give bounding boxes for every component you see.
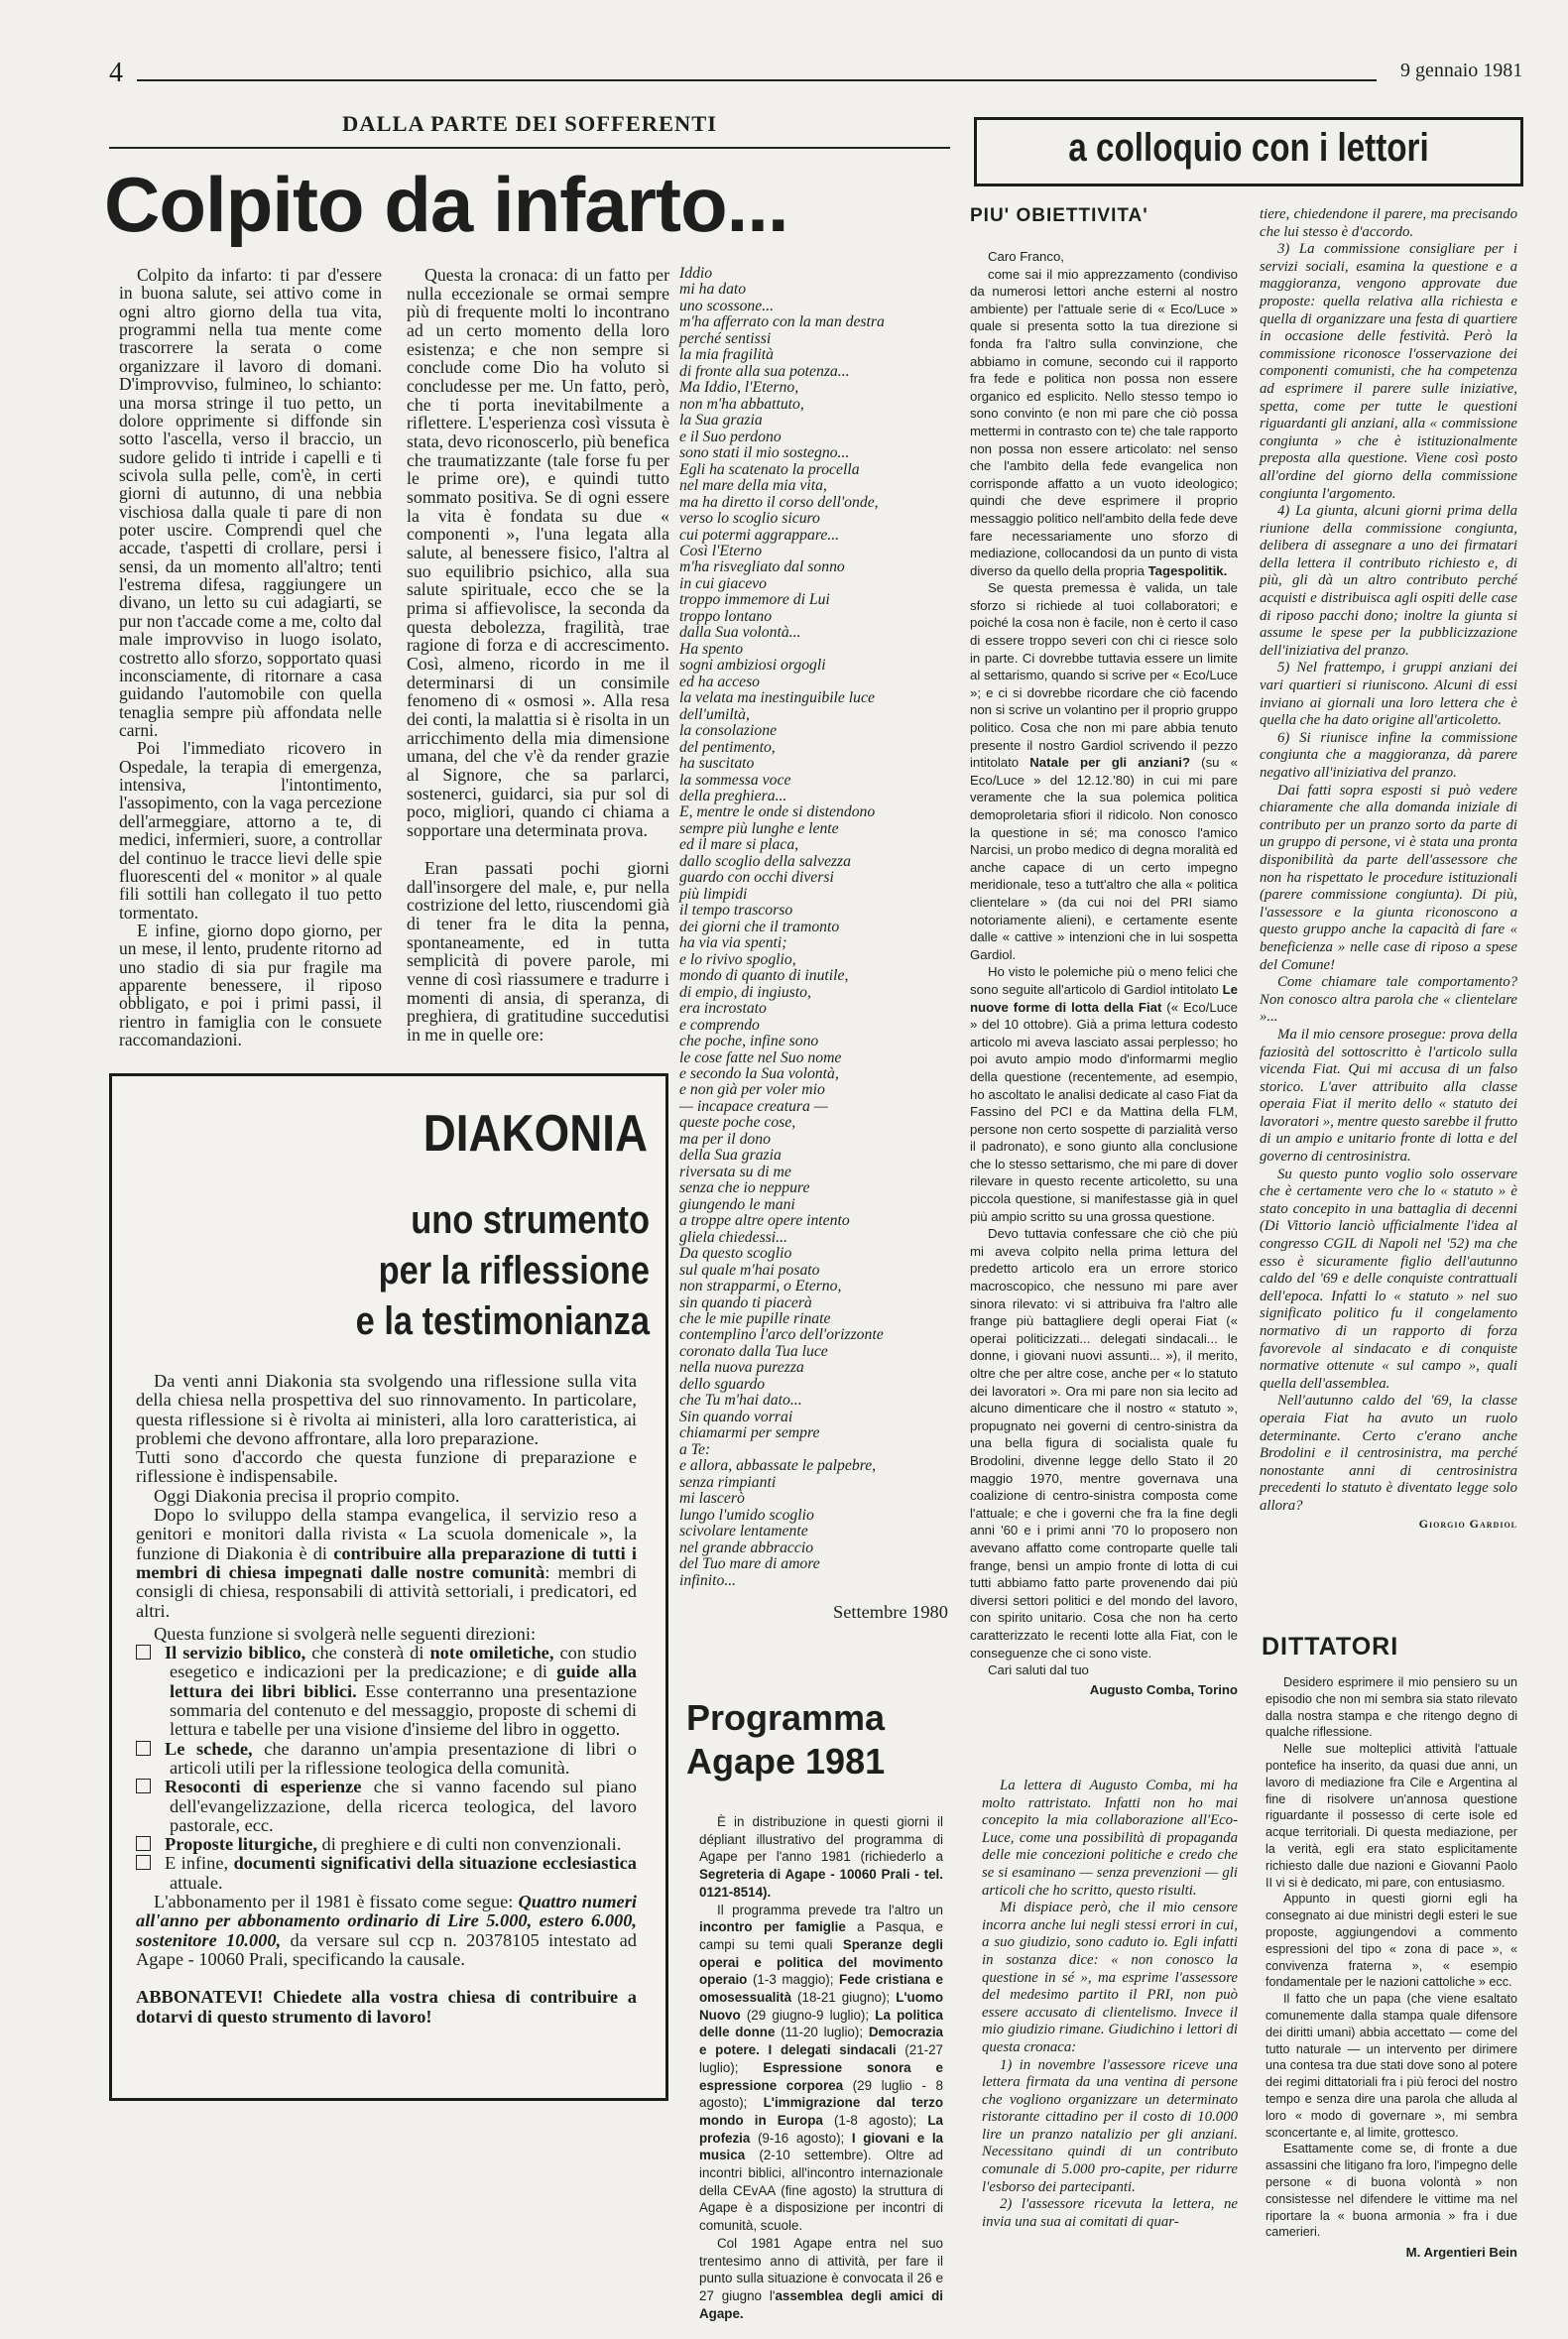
poem-line: più limpidi (679, 885, 748, 903)
letter-headline: PIU' OBIETTIVITA' (970, 205, 1148, 226)
poem-line: sin quando ti piacerà (679, 1293, 812, 1311)
poem-line: senza rimpianti (679, 1473, 777, 1491)
diakonia-paragraph: Tutti sono d'accordo che questa funzione di preparazione e riflessione è indispensabile. (136, 1447, 637, 1487)
poem-line: infinito... (679, 1571, 737, 1589)
diakonia-advert (109, 1073, 668, 2101)
diakonia-list-item: Il servizio biblico, che consterà di note omiletiche, con studio esegetico e indicazioni per la predicazione; e di guide alla lettura dei libri biblici. Esse conterranno una presentazione sommaria del contenuto e del messaggio, proposte di schemi di lettura e tabelle per una visione d'insieme del libro in oggetto. (136, 1644, 637, 1739)
poem-line: sogni ambiziosi orgogli (679, 657, 826, 675)
poem-line: in cui giacevo (679, 574, 767, 592)
subscription-info: L'abbonamento per il 1981 è fissato come segue: Quattro numeri all'anno per abbonamento ordinario di Lire 5.000, estero 6.000, sostenitore 10.000, da versare sul ccp n. 20378105 intestato ad Agape - 10060 Prali, specificando la causale. (136, 1892, 637, 1969)
poem-line: Così l'Eterno (679, 542, 763, 559)
diakonia-subtitle-line: per la riflessione (378, 1249, 650, 1293)
reply-signature: Giorgio Gardiol (1418, 1516, 1517, 1531)
poem-line: del Tuo mare di amore (679, 1555, 820, 1573)
poem-line: riversata su di me (679, 1163, 791, 1180)
poem-line: la velata ma inestinguibile luce (679, 689, 875, 707)
poem-line: dell'umiltà, (679, 705, 750, 723)
poem-line: non strapparmi, o Eterno, (679, 1278, 842, 1295)
poem-line: e allora, abbassate le palpebre, (679, 1457, 877, 1475)
article-paragraph: Poi l'immediato ricovero in Ospedale, la terapia di emergenza, intensiva, l'intontimento, l'assopimento, con la vaga percezione dell'armeggiare, attorno a te, di medici, infermieri, suore, a controllar del continuo le tracce lievi delle spie fluorescenti del « monitor » al quale fili sottili han collegato il tuo petto tormentato. (119, 738, 382, 923)
poem-line: ha via via spenti; (679, 934, 787, 952)
poem-line: ed ha acceso (679, 673, 761, 690)
diakonia-list-item: Resoconti di esperienze che si vanno facendo sul piano dell'evangelizzazione, della ricerca teologica, del lavoro pastorale, ecc. (136, 1778, 637, 1835)
checkbox-icon (136, 1645, 151, 1660)
poem-line: a troppe altre opere intento (679, 1212, 850, 1230)
poem-line: nel mare della mia vita, (679, 477, 827, 495)
dittatori-headline: DITTATORI (1262, 1633, 1399, 1661)
poem-line: il tempo trascorso (679, 902, 793, 920)
poem-line: di fronte alla sua potenza... (679, 362, 850, 380)
subscribe-call: ABBONATEVI! Chiedete alla vostra chiesa di contribuire a dotarvi di questo strumento di lavoro! (136, 1987, 637, 2027)
poem-line: queste poche cose, (679, 1114, 796, 1132)
poem-line: era incrostato (679, 1000, 767, 1018)
poem-line: — incapace creatura — (679, 1097, 828, 1115)
article-paragraph: E infine, giorno dopo giorno, per un mese, il lento, prudente ritorno ad uno stadio di sia pur fragile ma apparente benessere, il riposo obbligato, e poi i primi passi, il rientro in famiglia con le consuete raccomandazioni. (119, 920, 382, 1050)
poem-line: giungendo le mani (679, 1195, 795, 1213)
poem-line: e il Suo perdono (679, 428, 782, 445)
poem-line: Da questo scoglio (679, 1245, 792, 1263)
poem-line: cui potermi aggrappare... (679, 526, 840, 544)
agape-paragraph: È in distribuzione in questi giorni il dépliant illustrativo del programma di Agape per l'anno 1981 (richiederlo a Segreteria di Agape - 10060 Prali - tel. 0121-8514). (699, 1814, 943, 1900)
poem-line: la consolazione (679, 722, 778, 740)
poem-line: m'ha afferrato con la man destra (679, 313, 885, 331)
poem-line: dallo scoglio della salvezza (679, 852, 851, 870)
poem-line: Ha spento (679, 640, 744, 658)
poem-line: e secondo la Sua volontà, (679, 1064, 839, 1082)
poem-line: senza che io neppure (679, 1179, 810, 1197)
agape-paragraph: Il programma prevede tra l'altro un incontro per famiglie a Pasqua, e campi su temi quali Speranze degli operai e politica del movimento operaio (1-3 maggio); Fede cristiana e omosessualità (18-21 giugno); L'uomo Nuovo (29 giugno-9 luglio); La politica delle donne (11-20 luglio); Democrazia e potere. I delegati sindacali (21-27 luglio); Espressione sonora e espressione corporea (29 luglio - 8 agosto); L'immigrazione dal terzo mondo in Europa (1-8 agosto); La profezia (9-16 agosto); I giovani e la musica (2-10 settembre). Oltre ad incontri biblici, all'incontro internazionale della CEvAA (fine agosto) la struttura di Agape è a disposizione per incontri di comunità, scuole. (699, 1902, 944, 2234)
section-tag: DALLA PARTE DEI SOFFERENTI (342, 111, 717, 136)
agape-paragraph: Col 1981 Agape entra nel suo trentesimo anno di attività, per fare il punto sulla situazione è convocata il 26 e 27 giugno l'assemblea degli amici di Agape. (699, 2235, 944, 2321)
poem-line: e comprendo (679, 1016, 760, 1034)
poem-line: della preghiera... (679, 788, 787, 804)
article-paragraph: Colpito da infarto: ti par d'essere in buona salute, sei attivo come in ogni altro giorno della tua vita, programmi nella tua mente come trascorrere la serata o come organizzare il lavoro di domani. D'improvviso, fulmineo, lo schianto: una morsa stringe il tuo petto, un dolore opprimente si diffonde sin sotto l'ascella, verso il braccio, un sudore gelido ti intride i capelli e ti scivola sulla pelle, com'è, in certi giorni di autunno, di una nebbia vischiosa dalla quale ti pare di non poter uscire. Comprendi quel che accade, t'aspetti di crollare, persi i sensi, da un momento all'altro; tenti l'estrema difesa, raggiungere un divano, un letto su cui adagiarti, se pur non t'accade come a me, colto dal male improvviso in luogo isolato, costretto allo sforzo, sopportato quasi inconsciamente, di ritornare a casa guidando l'automobile con quella tenaglia sempre più affondata nelle carni. (119, 265, 382, 740)
poem-line: contemplino l'arco dell'orizzonte (679, 1326, 884, 1344)
reply-gardiol-continued: tiere, chiedendone il parere, ma precisando che lui stesso è d'accordo. 3) La commissione consigliare per i servizi sociali, esamina la questione e a maggioranza, vengono approvate due proposte: quella relativa alla richiesta e quella di organizzare una festa di quartiere in occasione delle festività. Però la commissione riconosce l'osservazione dei componenti comunisti, che ha competenza ad esprimere il parere sulle iniziative, spetta, come per tutte le questioni riguardanti gli anziani, alla « commissione congiunta » che è istituzionalmente preposta alla questione. Viene così posto all'ordine del giorno della commissione congiunta l'argomento. 4) La giunta, alcuni giorni prima della riunione della commissione congiunta, delibera di assegnare a uno dei firmatari della lettera il contributo richiesto e, di più, gli dà un altro contributo perché acquisti e distribuisca agli ospiti delle case di riposo pacchi dono; inoltre la giunta si assume le spese per la pubblicizzazione dell'iniziativa del pranzo. 5) Nel frattempo, i gruppi anziani dei vari quartieri si riuniscono. Alcuni di essi inviano ai giornali una loro lettera che è quella che ha dato origine all'articoletto. 6) Si riunisce infine la commissione congiunta che a maggioranza, dà parere negativo all'iniziativa del pranzo. Dai fatti sopra esposti si può vedere chiaramente che alla domanda iniziale di contributo per un pranzo sorto da parte di un gruppo di persone, vi è stata una pronta disponibilità da parte dell'assessore che non ha rispettato le procedure istituzionali (parere commissione congiunta). Di più, l'assessore e la giunta riconoscono a questo gruppo anche la capacità di fare « beneficienza » nelle case di riposo a spese del Comune! Come chiamare tale comportamento? Non conosco altra parola che « clientelare »... Ma il mio censore prosegue: prova della faziosità del sottoscritto è l'articolo sulla vicenda Fiat. Qui mi accusa di un falso storico. L'aver attribuito alla classe operaia Fiat il merito dello « statuto dei lavoratori », mentre questo sarebbe il frutto di un ampio e unitario fronte di lotta e del governo di centrosinistra. Su questo punto voglio solo osservare che è certamente vero che lo « statuto » è stato concepito in una battaglia di decenni (Di Vittorio lanciò ufficialmente l'idea al congresso CGIL di Napoli nel '52) ma che esso è sicuramente figlio dell'autunno caldo del '69 e delle conquiste contrattuali dell'epoca. Infatti lo « statuto » nel suo significato politico fu il congelamento normativo di un rapporto di forza favorevole al sindacato e di conquiste normative ottenute « sul campo », quali quella dell'assemblea. Nell'autunno caldo del '69, la classe operaia Fiat ha avuto un ruolo determinante. Certo c'erano anche Brodolini e il centrosinistra, ma perché nonostante anni di centrosinistra precedenti lo statuto è diventato legge solo allora? Giorgio Gardiol (1260, 206, 1517, 1533)
article-paragraph: Questa la cronaca: di un fatto per nulla eccezionale se ormai sempre più di frequente molti lo incontrano ad un certo momento della loro esistenza; e che non sempre si conclude come Dio ha voluto si concludesse per me. Un fatto, però, che ti porta inevitabilmente a riflettere. L'esperienza così vissuta è stata, devo riconoscerlo, più benefica che traumatizzante (tale forse fu per le prime ore), e quindi tutto sommato positiva. Se di ogni essere la vita è fondata su due « componenti », l'una legata alla salute, al benessere fisico, l'altra al suo equilibrio psichico, alla sua salute spirituale, ecco che se la prima si affievolisce, la seconda da questa debolezza, fragilità, trae ragione di forza e di accrescimento. Così, almeno, ricordo in me il determinarsi di un consimile fenomeno di « osmosi ». Alla resa dei conti, la malattia si è risolta in un arricchimento della mia dimensione umana, del che v'è da render grazie al Signore, che sa parlarci, sostenerci, guidarci, sia pur sol di poco, migliori, quando ci chiama a sopportare una determinata prova. (407, 265, 669, 841)
poem-line: sul quale m'hai posato (679, 1261, 820, 1279)
issue-date: 9 gennaio 1981 (1400, 60, 1523, 81)
agape-body (699, 1813, 943, 2322)
poem-line: dello sguardo (679, 1375, 766, 1393)
diakonia-paragraph: Questa funzione si svolgerà nelle seguenti direzioni: (154, 1623, 537, 1644)
letter-dittatori: Desidero esprimere il mio pensiero su un episodio che non mi sembra sia stato rilevato dalla nostra stampa e che ritengo degno di qualche riflessione. Nelle sue molteplici attività l'attuale pontefice ha inserito, da quasi due anni, un lavoro di mediazione fra Cile e Argentina al fine di risolvere un'annosa questione riguardante il possesso di certe isole ed acque territoriali. Di questa mediazione, per la verità, egli era stato esplicitamente richiesto dalle due nazioni e Giovanni Paolo II vi si è dedicato, mi pare, con entusiasmo. Appunto in questi giorni egli ha consegnato ai due ministri degli esteri le sue proposte, aggiungendovi a commento espressioni del tipo « zona di pace », « convivenza fraterna », « esempio fondamentale per le nazioni cattoliche » ecc. Il fatto che un papa (che viene esaltato comunemente dalla stampa quale difensore dei diritti umani) abbia accettato — come del tutto naturale — un intervento per dirimere una contesa tra due stati dove sono al potere dei regimi dittatoriali fra i più feroci del nostro tempo e senza dire una parola che alluda al loro « modo di governare », mi sembra sconcertante e, al limite, grottesco. Esattamente come se, di fronte a due assassini che litigano fra loro, l'impegno delle persone « di buona volontà » non consistesse nel difendere le vittime ma nel riportare la « buona armonia » fra i due camerieri. M. Argentieri Bein (1266, 1675, 1517, 2261)
poem-line: la mia fragilità (679, 346, 775, 364)
letter-comba: Caro Franco, come sai il mio apprezzamento (condiviso da numerosi lettori anche esterni al nostro ambiente) per l'attuale serie di « Eco/Luce » quale si presenta sotto la tua direzione si fonda fra l'altro sulla convinzione, che abbiamo in comune, secondo cui il rapporto fra fede e politica non possa non essere organico ed esplicito. Nello stesso tempo io sono convinto (e non mi pare che ciò possa mettermi in contrasto con te) che tale rapporto non possa non essere articolato: nel senso che l'ambito della fede evangelica non corrisponde affatto a un vuoto ideologico; quindi che deve esprimere il proprio messaggio politico nell'ambito della fede deve fare necessariamente uno sforzo di mediazione, collocandosi da un punto di vista diverso da quello della propria Tagespolitik. Se questa premessa è valida, un tale sforzo si richiede al tuoi collaboratori; e poiché la cosa non è facile, non è certo il caso di essere troppo severi con chi ci riesce solo in parte. Ci dovrebbe tuttavia essere un limite al settarismo, quando si scrive per « Eco/Luce »; e ci si dovrebbe ricordare che ciò facendo non si scrive un volantino per il proprio gruppo politico. Cosa che non mi pare abbia tenuto presente il nostro Gardiol scrivendo il pezzo intitolato Natale per gli anziani? (su « Eco/Luce » del 12.12.'80) in cui mi pare veramente che la sua polemica politica demoproletaria sfiori il ridicolo. Non conosco la questione in sé; ma conosco l'amico Narcisi, un probo medico di degna moralità ed anche capace di un certo impegno meridionale, teso a tutt'altro che alla « politica clientelare » (da cui noi del PRI siamo notoriamente alieni), e certamente esente dalle « cattive » intenzioni che in lui sospetta Gardiol. Ho visto le polemiche più o meno felici che sono seguite all'articolo di Gardiol intitolato Le nuove forme di lotta della Fiat (« Eco/Luce » del 10 ottobre). Già a prima lettura codesto articolo mi aveva lasciato assai perplesso; ho poi avuto ampio modo d'informarmi meglio della questione (recentemente, ad esempio, ho ascoltato le analisi dedicate al caso Fiat da Fassino del PCI e da Mattina della FLM, persone non certo sospette di parzialità verso il padronato), e sono giunto alla conclusione che lo stesso settarismo, che mi pare di dover rilevare in questo recente articoletto, su una piccola questione, si manifestasse già in quel più ampio scritto su una grossa questione. Devo tuttavia confessare che ciò che più mi aveva colpito nella prima lettura del predetto articolo era un errore storico macroscopico, che nessuno mi pare aver sinora rilevato: vi si attribuiva fra l'altro alle frange più battagliere degli operai Fiat (« operai politicizzati... delegati sindacali... le donne, i giovani nuovi assunti... »), il merito, oltre che per altre cose, anche per « lo statuto dei lavoratori ». Ora mi pare non sia lecito ad alcuno dimenticare che il nostro « statuto », propugnato nei governi di centro-sinistra da una bella figura di socialista quale fu Brodolini, divenne legge dello Stato il 20 maggio 1970, mentre governava una coalizione di centro-sinistra composta come l'attuale; e che i governi che fra la fine degli anni '60 e i primi anni '70 lo proposero non avevano affatto come controparte quelle tali frange, bensì un ampio fronte di lotta di cui tutti abbiamo fatto parte provenendo dai più diversi settori politici e del mondo del lavoro, con spirito unitario. Cosa che non ha certo caratterizzato le recenti lotte alla Fiat, con le conseguenze che ci sono viste. Cari saluti dal tuo Augusto Comba, Torino (970, 249, 1238, 1697)
poem-line: non m'ha abbattuto, (679, 395, 804, 413)
poem-line: uno scossone... (679, 297, 774, 314)
poem-line: le cose fatte nel Suo nome (679, 1048, 842, 1066)
poem-line: del pentimento, (679, 738, 776, 756)
poem-line: lungo l'umido scoglio (679, 1506, 814, 1524)
poem-line: nel grande abbraccio (679, 1539, 814, 1556)
poem-line: ed il mare si placa, (679, 836, 799, 854)
poem-line: e lo rivivo spoglio, (679, 950, 796, 968)
article-paragraph: Eran passati pochi giorni dall'insorgere del male, e, pur nella costrizione del letto, riuscendomi già di tener fra le dita la penna, spontaneamente, ed in tutta semplicità di povere parole, mi venne di così riassumere e tradurre i momenti di ansia, di speranza, di preghiera, di gratitudine succedutisi in me in quelle ore: (407, 857, 669, 1045)
poem-line: della Sua grazia (679, 1147, 782, 1165)
page-number: 4 (109, 58, 123, 88)
article-headline: Colpito da infarto... (104, 161, 788, 248)
checkbox-icon (136, 1779, 151, 1793)
poem-line: troppo immemore di Lui (679, 591, 830, 609)
poem-line: dalla Sua volontà... (679, 624, 801, 642)
poem-line: la Sua grazia (679, 412, 763, 430)
agape-title: Programma Agape 1981 (686, 1697, 886, 1782)
poem-line: nella nuova purezza (679, 1359, 804, 1377)
poem-line: mondo di quanto di inutile, (679, 967, 849, 985)
checkbox-icon (136, 1836, 151, 1851)
poem (679, 266, 952, 1589)
poem-line: mi lascerò (679, 1490, 745, 1508)
diakonia-paragraph: Dopo lo sviluppo della stampa evangelica, il servizio reso a genitori e monitori dalla rivista « La scuola domenicale », la funzione di Diakonia è di contribuire alla preparazione di tutti i membri di chiesa impegnati dalle nostre comunità: membri di consigli di chiesa, responsabili di attività settoriali, i predicatori, ed altri. (136, 1505, 638, 1621)
diakonia-subtitle-line: uno strumento (411, 1198, 650, 1242)
poem-line: ha suscitato (679, 755, 755, 773)
poem-line: che le mie pupille rinate (679, 1310, 831, 1327)
poem-line: Sin quando vorrai (679, 1408, 793, 1425)
diakonia-subtitle (187, 1195, 650, 1347)
poem-line: chiamarmi per sempre (679, 1424, 820, 1442)
poem-line: Egli ha scatenato la procella (679, 460, 860, 478)
letters-banner-title: a colloquio con i lettori (1068, 126, 1429, 170)
poem-line: mi ha dato (679, 281, 747, 299)
poem-line: ma ha diretto il corso dell'onde, (679, 493, 879, 511)
poem-line: verso lo scoglio sicuro (679, 510, 820, 528)
poem-line: scivolare lentamente (679, 1523, 808, 1540)
letter-signature: M. Argentieri Bein (1405, 2245, 1517, 2261)
poem-line: Iddio (679, 265, 713, 282)
section-rule (109, 147, 950, 149)
diakonia-list-item: E infine, documenti significativi della situazione ecclesiastica attuale. (136, 1854, 637, 1893)
diakonia-paragraph: Da venti anni Diakonia sta svolgendo una riflessione sulla vita della chiesa nella prospettiva del suo rinnovamento. In particolare, questa riflessione si è rivolta ai ministeri, alla loro caratteristica, ai problemi che devono affrontare, alla loro preparazione. (136, 1371, 637, 1448)
reply-gardiol: La lettera di Augusto Comba, mi ha molto rattristato. Infatti non ho mai concepito la mia collaborazione all'Eco-Luce, come una possibilità di propaganda delle mie concezioni politiche e credo che se si esaminano — senza prevenzioni — gli articoli che ho scritto, questo risulti. Mi dispiace però, che il mio censore incorra anche lui negli stessi errori in cui, a suo giudizio, sono caduto io. Egli infatti in sostanza dice: « non conosco la questione in sé », ma esprime l'assessore del medesimo partito il PRI, non può essere accusato di clientelismo. Invece il mio giudizio rimane. Giudichino i lettori di questa cronaca: 1) in novembre l'assessore riceve una lettera firmata da una ventina di persone che vogliono organizzare un determinato ristorante cittadino per il costo di 10.000 lire un pranzo natalizio per gli anziani. Necessitano quindi di un contributo comunale di 5.000 pro-capite, per ridurre l'esborso dei partecipanti. 2) l'assessore ricevuta la lettera, ne invia una sua ai comitati di quar- (982, 1778, 1238, 2230)
poem-line: e non già per voler mio (679, 1081, 825, 1099)
poem-line: coronato dalla Tua luce (679, 1342, 828, 1360)
diakonia-list-item: Proposte liturgiche, di preghiere e di culti non convenzionali. (136, 1835, 637, 1854)
header-rule (137, 79, 1377, 81)
checkbox-icon (136, 1741, 151, 1756)
poem-line: ma per il dono (679, 1130, 771, 1148)
checkbox-icon (136, 1855, 151, 1870)
diakonia-paragraph: Oggi Diakonia precisa il proprio compito. (154, 1485, 460, 1506)
diakonia-subtitle-line: e la testimonianza (355, 1299, 650, 1343)
diakonia-list-item: Le schede, che daranno un'ampia presentazione di libri o articoli utili per la riflessione teologica della comunità. (136, 1740, 637, 1779)
diakonia-body (136, 1372, 637, 2027)
poem-line: Ma Iddio, l'Eterno, (679, 379, 799, 397)
letter-signature: Augusto Comba, Torino (1089, 1681, 1238, 1697)
diakonia-title: DIAKONIA (422, 1105, 648, 1163)
poem-line: E, mentre le onde si distendono (679, 803, 876, 821)
article-column-2 (407, 266, 669, 1045)
poem-line: di empio, di ingiusto, (679, 983, 811, 1001)
poem-line: guardo con occhi diversi (679, 869, 834, 887)
poem-line: a Te: (679, 1440, 711, 1458)
poem-line: sempre più lunghe e lente (679, 819, 839, 837)
article-column-1 (119, 266, 382, 1048)
poem-line: m'ha risvegliato dal sonno (679, 558, 845, 576)
poem-line: dei giorni che il tramonto (679, 918, 840, 935)
poem-line: troppo lontano (679, 607, 773, 625)
letters-banner (974, 117, 1523, 186)
poem-line: che Tu m'hai dato... (679, 1392, 802, 1410)
poem-line: perché sentissi (679, 329, 772, 347)
poem-date: Settembre 1980 (833, 1602, 948, 1622)
poem-line: gliela chiedessi... (679, 1228, 787, 1246)
poem-line: sono stati il mio sostegno... (679, 444, 850, 462)
poem-line: che poche, infine sono (679, 1033, 819, 1050)
poem-line: la sommessa voce (679, 771, 791, 789)
